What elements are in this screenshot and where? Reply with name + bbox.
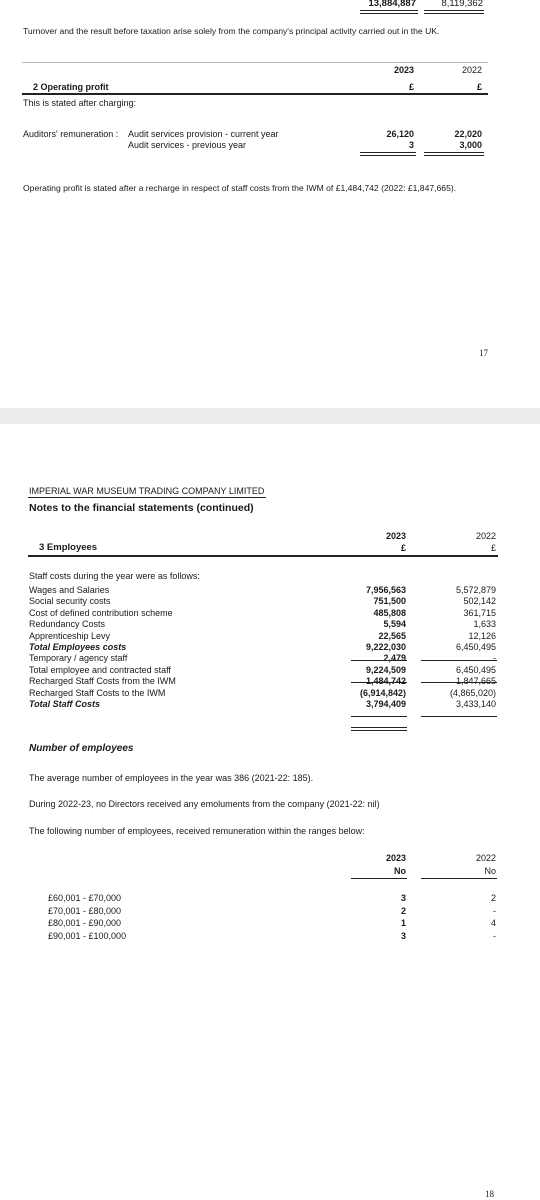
audit-row-2023: 3 [408, 140, 414, 150]
staff-cost-row-2022: - [493, 653, 496, 664]
section-rule [22, 62, 488, 63]
heading-underline [22, 93, 488, 95]
staff-cost-row-label: Recharged Staff Costs to the IWM [29, 687, 166, 698]
page-gap [0, 408, 540, 424]
subtotal-rule-2022 [421, 660, 497, 661]
staff-cost-row-label: Total Employees costs [29, 642, 127, 652]
range-row-2022: - [493, 930, 496, 941]
company-underline [28, 497, 266, 498]
emp-currency-2022: £ [490, 543, 496, 553]
staff-cost-row-label: Total Staff Costs [29, 699, 101, 709]
top-total-2023: 13,884,887 [368, 0, 416, 9]
audit-row-label: Audit services - previous year [128, 140, 247, 150]
audit-row-label: Audit services provision - current year [128, 129, 279, 139]
audit-double-underline-2023 [360, 155, 416, 156]
staff-cost-row-2023: 485,808 [373, 607, 406, 618]
op-currency-2022: £ [476, 82, 482, 92]
staff-cost-row-2023: 3,794,409 [365, 699, 406, 709]
audit-underline-2022 [424, 152, 484, 153]
staff-cost-row-2022: 3,433,140 [455, 699, 496, 709]
staff-cost-row-label: Recharged Staff Costs from the IWM [29, 676, 176, 687]
audit-underline-2023 [360, 152, 416, 153]
ranges-header-rule-2022 [421, 878, 497, 879]
staff-cost-row-2022: (4,865,020) [449, 687, 496, 698]
ranges-unit-2023: No [394, 866, 406, 876]
staff-cost-row-label: Social security costs [29, 596, 111, 607]
directors-note: During 2022-23, no Directors received any emoluments from the company (2021-22: nil) [29, 799, 380, 809]
op-profit-heading: 2 Operating profit [33, 82, 109, 92]
subtotal-rule-2023 [351, 660, 407, 661]
range-row-2023: 1 [400, 918, 406, 929]
stated-after-text: This is stated after charging: [23, 98, 137, 108]
page-17 [0, 0, 540, 408]
staff-cost-row-label: Total employee and contracted staff [29, 664, 171, 675]
subtotal-rule-2023 [351, 682, 407, 683]
range-row-label: £60,001 - £70,000 [48, 893, 122, 903]
total-underline-2022 [424, 10, 484, 11]
audit-row-2022: 22,020 [454, 129, 482, 139]
staff-cost-row-2022: 5,572,879 [455, 585, 496, 595]
range-row-label: £90,001 - £100,000 [48, 930, 127, 941]
employees-heading-underline [28, 555, 498, 557]
staff-cost-row-label: Wages and Salaries [29, 585, 110, 595]
total-rule-2023 [351, 727, 407, 728]
range-row-label: £80,001 - £90,000 [48, 918, 122, 929]
staff-cost-row-2022: 361,715 [463, 607, 496, 618]
subtotal-rule-2022 [421, 682, 497, 683]
staff-cost-row-2022: 502,142 [463, 596, 496, 607]
staff-cost-row-2023: 9,224,509 [365, 664, 406, 675]
staff-cost-row-2022: 6,450,495 [455, 664, 496, 675]
audit-row-2022: 3,000 [459, 140, 482, 150]
range-row-2022: 2 [490, 893, 496, 903]
ranges-year-2023: 2023 [385, 853, 406, 863]
auditors-label: Auditors' remuneration : [23, 129, 119, 139]
total-underline-2023 [360, 10, 418, 11]
range-row-2023: 3 [400, 930, 406, 941]
staff-cost-row-label: Apprenticeship Levy [29, 630, 111, 641]
total-double-underline-2023 [360, 13, 418, 14]
page-number-17: 17 [479, 348, 488, 358]
range-row-2022: - [493, 905, 496, 916]
total-double-underline-2022 [424, 13, 484, 14]
company-name: IMPERIAL WAR MUSEUM TRADING COMPANY LIMITED [29, 486, 265, 496]
range-row-2023: 2 [400, 905, 406, 916]
page-18 [0, 424, 540, 1200]
recharge-note: Operating profit is stated after a recharge in respect of staff costs from the IWM of £1,484,742 (2022: £1,847,665). [23, 183, 457, 193]
staff-cost-row-2023: 751,500 [373, 596, 406, 607]
audit-double-underline-2022 [424, 155, 484, 156]
ranges-header-rule-2023 [351, 878, 407, 879]
staff-costs-intro: Staff costs during the year were as follows: [29, 571, 200, 581]
range-row-2022: 4 [490, 918, 496, 929]
staff-cost-row-label: Temporary / agency staff [29, 653, 128, 664]
staff-cost-row-2023: (6,914,842) [359, 687, 406, 698]
total-double-rule-2023 [351, 730, 407, 731]
turnover-note: Turnover and the result before taxation arise solely from the company's principal activity carried out in the UK. [23, 26, 440, 36]
top-total-2022: 8,119,362 [441, 0, 483, 9]
op-currency-2023: £ [408, 82, 414, 92]
staff-cost-row-2023: 1,484,742 [365, 676, 406, 687]
emp-year-2023: 2023 [385, 531, 406, 541]
employees-heading: 3 Employees [39, 542, 98, 553]
staff-cost-row-2023: 7,956,563 [365, 585, 406, 595]
staff-cost-row-label: Cost of defined contribution scheme [29, 607, 173, 618]
notes-title: Notes to the financial statements (continued) [29, 502, 254, 514]
subtotal-rule-2023 [351, 716, 407, 717]
staff-cost-row-2022: 1,633 [473, 619, 496, 630]
range-row-2023: 3 [400, 893, 406, 903]
staff-cost-row-2022: 6,450,495 [455, 642, 496, 652]
ranges-unit-2022: No [484, 866, 496, 876]
staff-cost-row-2023: 22,565 [378, 630, 406, 641]
staff-cost-row-2023: 2,479 [383, 653, 406, 664]
staff-cost-row-2023: 9,222,030 [365, 642, 406, 652]
average-note: The average number of employees in the year was 386 (2021-22: 185). [29, 773, 314, 783]
page-number-18: 18 [485, 1189, 494, 1199]
staff-cost-row-2022: 1,847,665 [455, 676, 496, 687]
staff-cost-row-label: Redundancy Costs [29, 619, 106, 630]
staff-cost-row-2022: 12,126 [468, 630, 496, 641]
op-year-2023: 2023 [393, 65, 414, 75]
number-of-employees-heading: Number of employees [29, 743, 134, 754]
audit-row-2023: 26,120 [386, 129, 414, 139]
staff-cost-row-2023: 5,594 [383, 619, 406, 630]
subtotal-rule-2022 [421, 716, 497, 717]
emp-year-2022: 2022 [475, 531, 496, 541]
range-row-label: £70,001 - £80,000 [48, 905, 122, 916]
ranges-year-2022: 2022 [475, 853, 496, 863]
ranges-note: The following number of employees, received remuneration within the ranges below: [29, 826, 365, 836]
op-year-2022: 2022 [461, 65, 482, 75]
emp-currency-2023: £ [400, 543, 406, 553]
